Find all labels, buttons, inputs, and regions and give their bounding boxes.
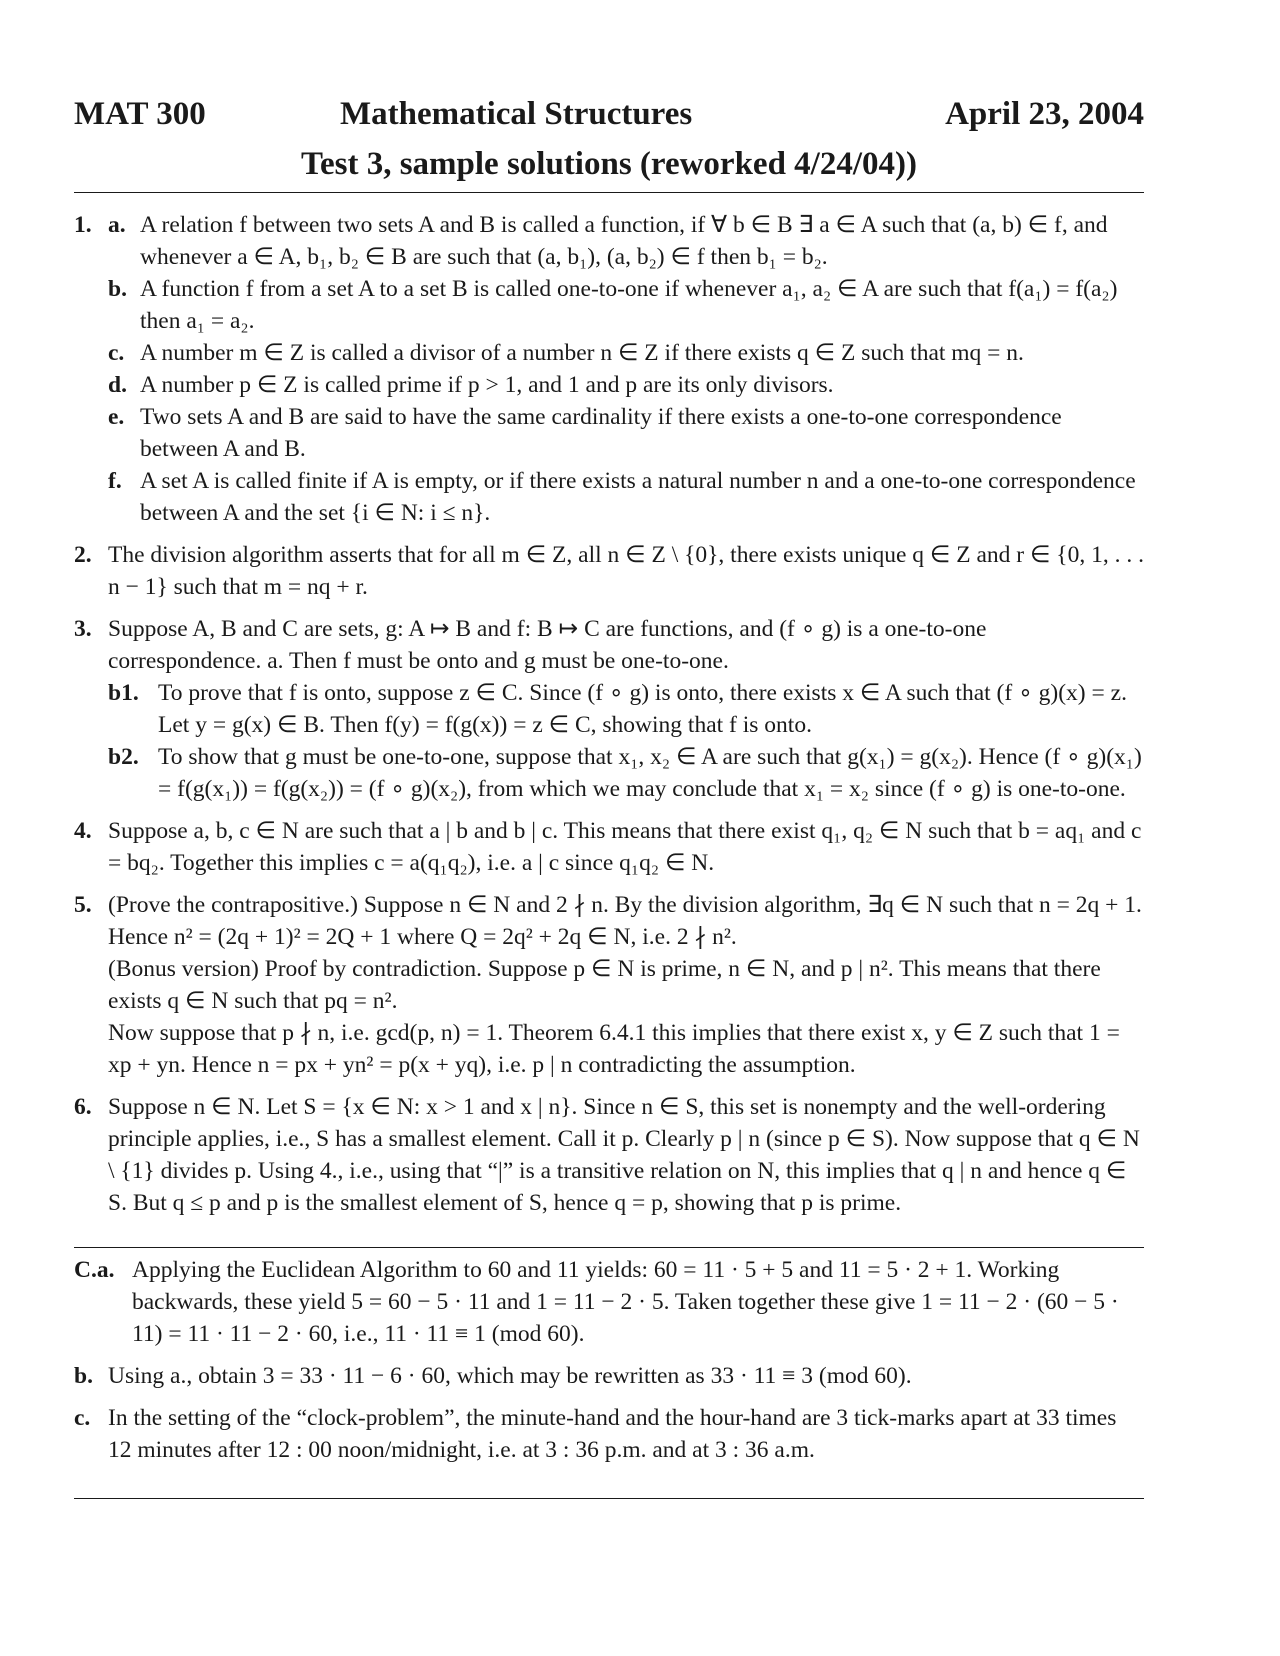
question-number: 2. [74, 542, 92, 568]
contrapositive-proof: (Prove the contrapositive.) Suppose n ∈ N and 2 ∤ n. By the division algorithm, ∃q ∈ N such that n = 2q + 1. Hence n² = (2q + 1)² = 2Q + 1 where Q = 2q² + 2q ∈ N, i.e. 2 ∤ n². [108, 892, 1142, 950]
c-part-b [74, 1360, 1144, 1392]
part-text: To prove that f is onto, suppose z ∈ C. Since (f ∘ g) is onto, there exists x ∈ A such that (f ∘ g)(x) = z. Let y = g(x) ∈ B. Then f(y) = f(g(x)) = z ∈ C, showing that f is onto. [158, 680, 1127, 738]
q1-part-a [108, 209, 1144, 273]
part-text: A number p ∈ Z is called prime if p > 1, and 1 and p are its only divisors. [140, 372, 834, 398]
question-1 [74, 209, 1144, 529]
q1-part-f [108, 465, 1144, 529]
part-label: c. [74, 1405, 91, 1431]
question-5 [74, 889, 1144, 1081]
part-label: a. [108, 212, 126, 238]
part-label: b. [108, 276, 127, 302]
part-label: b1. [108, 680, 139, 706]
course-code: MAT 300 [74, 96, 206, 132]
footer-rule [74, 1498, 1144, 1499]
q1-part-e [108, 401, 1144, 465]
part-text: Applying the Euclidean Algorithm to 60 and 11 yields: 60 = 11 · 5 + 5 and 11 = 5 · 2 + 1. Working backwards, these yield 5 = 60 − 5 · 11 and 1 = 11 − 2 · 5. Taken together these give 1 = 11 − 2 · (60 − 5 · 11) = 11 · 11 − 2 · 60, i.e., 11 · 11 ≡ 1 (mod 60). [132, 1257, 1119, 1347]
part-label: f. [108, 468, 122, 494]
question-number: 1. [74, 212, 92, 238]
q1-part-b [108, 273, 1144, 337]
question-2 [74, 539, 1144, 603]
question-intro: Suppose A, B and C are sets, g: A ↦ B and f: B ↦ C are functions, and (f ∘ g) is a one-to-one correspondence. a. Then f must be onto and g must be one-to-one. [108, 616, 987, 674]
part-label: d. [108, 372, 127, 398]
part-label: b2. [108, 744, 139, 770]
c-part-a [74, 1254, 1144, 1350]
q3-part-b1 [108, 677, 1144, 741]
question-4 [74, 815, 1144, 879]
question-3 [74, 613, 1144, 805]
part-label: C.a. [74, 1257, 115, 1283]
bonus-proof-intro: (Bonus version) Proof by contradiction. Suppose p ∈ N is prime, n ∈ N, and p | n². This means that there exists q ∈ N such that pq = n². [108, 956, 1101, 1014]
q1-part-d [108, 369, 1144, 401]
question-text: Suppose a, b, c ∈ N are such that a | b and b | c. This means that there exist q₁, q₂ ∈ N such that b = aq₁ and c = bq₂. Together this implies c = a(q₁q₂), i.e. a | c since q₁q₂ ∈ N. [108, 818, 1142, 876]
bonus-proof-conclusion: Now suppose that p ∤ n, i.e. gcd(p, n) = 1. Theorem 6.4.1 this implies that there exist x, y ∈ Z such that 1 = xp + yn. Hence n = px + yn² = p(x + yq), i.e. p | n contradicting the assumption. [108, 1020, 1120, 1078]
section-rule [74, 1247, 1144, 1248]
question-6 [74, 1091, 1144, 1219]
part-text: To show that g must be one-to-one, suppose that x₁, x₂ ∈ A are such that g(x₁) = g(x₂). Hence (f ∘ g)(x₁) = f(g(x₁)) = f(g(x₂)) = (f ∘ g)(x₂), from which we may conclude that x₁ = x₂ since (f ∘ g) is one-to-one. [158, 744, 1142, 802]
question-number: 3. [74, 616, 92, 642]
part-label: e. [108, 404, 125, 430]
document-page [74, 96, 1144, 1499]
question-number: 5. [74, 892, 92, 918]
part-text: A relation f between two sets A and B is called a function, if ∀ b ∈ B ∃ a ∈ A such that (a, b) ∈ f, and whenever a ∈ A, b₁, b₂ ∈ B are such that (a, b₁), (a, b₂) ∈ f then b₁ = b₂. [140, 212, 1108, 270]
question-number: 6. [74, 1094, 92, 1120]
question-number: 4. [74, 818, 92, 844]
header-row [74, 96, 1144, 146]
solutions-body [74, 209, 1144, 1219]
course-title: Mathematical Structures [340, 96, 693, 132]
header-rule [74, 192, 1144, 193]
bonus-section [74, 1254, 1144, 1466]
question-text: Suppose n ∈ N. Let S = {x ∈ N: x > 1 and x | n}. Since n ∈ S, this set is nonempty and the well-ordering principle applies, i.e., S has a smallest element. Call it p. Clearly p | n (since p ∈ S). Now suppose that q ∈ N \ {1} divides p. Using 4., i.e., using that “|” is a transitive relation on N, this implies that q | n and hence q ∈ S. But q ≤ p and p is the smallest element of S, hence q = p, showing that p is prime. [108, 1094, 1140, 1216]
document-subtitle: Test 3, sample solutions (reworked 4/24/04)) [300, 146, 917, 182]
part-label: c. [108, 340, 125, 366]
part-text: A number m ∈ Z is called a divisor of a number n ∈ Z if there exists q ∈ Z such that mq = n. [140, 340, 1024, 366]
part-text: A function f from a set A to a set B is called one-to-one if whenever a₁, a₂ ∈ A are such that f(a₁) = f(a₂) then a₁ = a₂. [140, 276, 1118, 334]
q1-part-c [108, 337, 1144, 369]
part-text: In the setting of the “clock-problem”, the minute-hand and the hour-hand are 3 tick-marks apart at 33 times 12 minutes after 12 : 00 noon/midnight, i.e. at 3 : 36 p.m. and at 3 : 36 a.m. [108, 1405, 1117, 1463]
part-label: b. [74, 1363, 93, 1389]
test-date: April 23, 2004 [945, 96, 1144, 132]
c-part-c [74, 1402, 1144, 1466]
question-text: The division algorithm asserts that for all m ∈ Z, all n ∈ Z \ {0}, there exists unique q ∈ Z and r ∈ {0, 1, . . . n − 1} such that m = nq + r. [108, 542, 1144, 600]
part-text: A set A is called finite if A is empty, or if there exists a natural number n and a one-to-one correspondence between A and the set {i ∈ N: i ≤ n}. [140, 468, 1136, 526]
part-text: Using a., obtain 3 = 33 · 11 − 6 · 60, which may be rewritten as 33 · 11 ≡ 3 (mod 60). [108, 1363, 912, 1389]
q3-part-b2 [108, 741, 1144, 805]
part-text: Two sets A and B are said to have the same cardinality if there exists a one-to-one correspondence between A and B. [140, 404, 1062, 462]
